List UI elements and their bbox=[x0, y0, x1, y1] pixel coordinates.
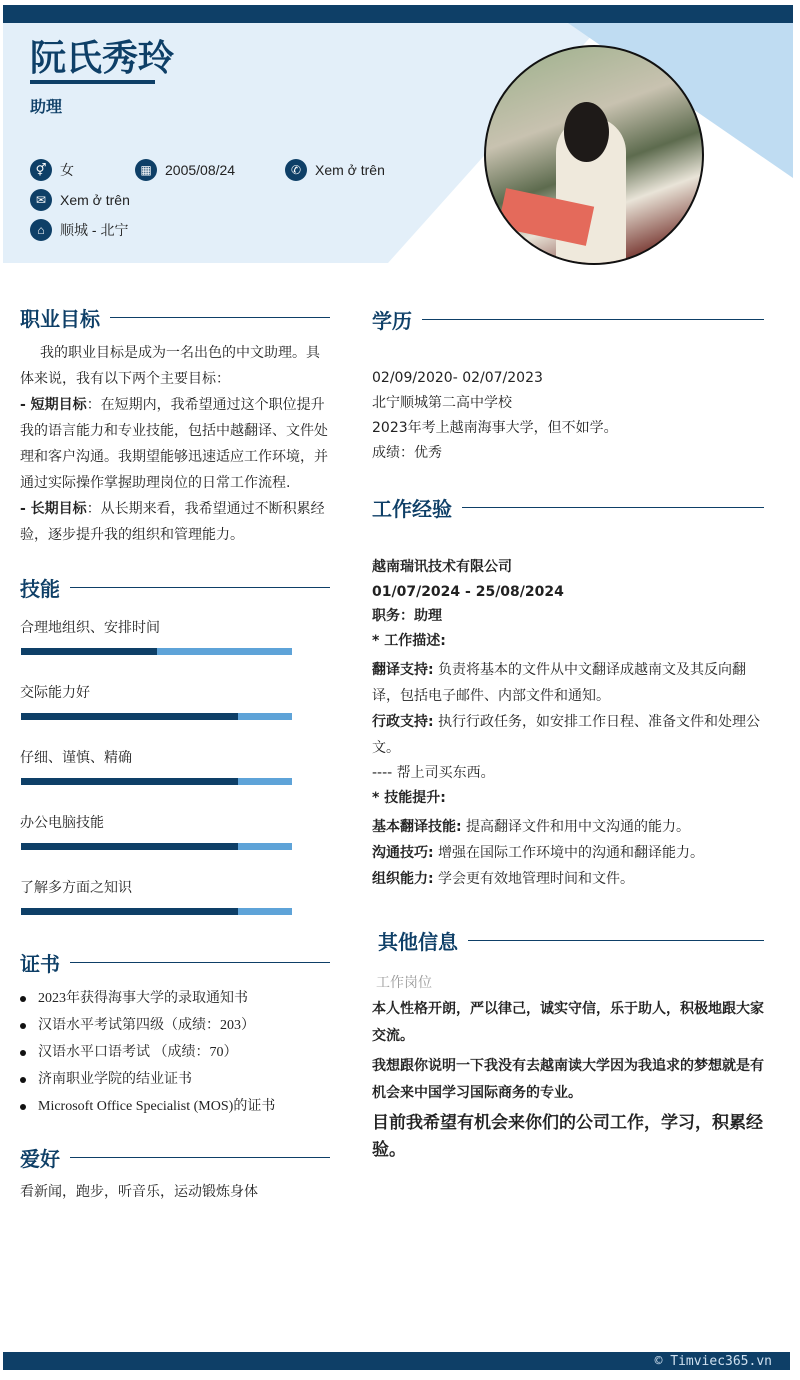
certs-heading: 证书 bbox=[20, 948, 330, 977]
skills-heading: 技能 bbox=[20, 573, 330, 602]
email-info bbox=[30, 189, 130, 211]
skill-level-fill bbox=[21, 843, 238, 850]
work-details bbox=[372, 555, 766, 892]
phone-info bbox=[285, 159, 385, 181]
footer-bar bbox=[3, 1352, 790, 1370]
cert-item: 汉语水平考试第四级（成绩：203） bbox=[20, 1012, 275, 1039]
home-icon: ⌂ bbox=[30, 219, 52, 241]
work-desc-item: 翻译支持: 负责将基本的文件从中文翻译成越南文及其反向翻译，包括电子邮件、内部文件和通知。 bbox=[372, 662, 747, 704]
other-details bbox=[372, 970, 766, 1164]
gender-info bbox=[30, 159, 74, 181]
education-period: 02/09/2020- 02/07/2023 bbox=[372, 370, 543, 386]
other-paragraph: 目前我希望有机会来你们的公司工作，学习，积累经验。 bbox=[372, 1113, 763, 1160]
footer-credit: © Timviec365.vn bbox=[654, 1354, 772, 1369]
work-skill-title: * 技能提升: bbox=[372, 789, 446, 806]
cert-item: 汉语水平口语考试 （成绩：70） bbox=[20, 1039, 275, 1066]
profile-photo bbox=[484, 45, 704, 265]
work-period: 01/07/2024 - 25/08/2024 bbox=[372, 583, 564, 600]
skill-level-fill bbox=[21, 908, 238, 915]
email-value: Xem ở trên bbox=[60, 192, 130, 208]
birthday-value: 2005/08/24 bbox=[165, 162, 236, 178]
objective-text bbox=[20, 340, 332, 548]
skill-level-fill bbox=[21, 778, 238, 785]
skill-level-fill bbox=[21, 648, 157, 655]
work-desc-item: ---- 帮上司买东西。 bbox=[372, 765, 495, 781]
birthday-info bbox=[135, 159, 235, 181]
education-details bbox=[372, 366, 618, 466]
work-skill-item: 组织能力: 学会更有效地管理时间和文件。 bbox=[372, 871, 635, 887]
other-subtitle: 工作岗位 bbox=[376, 975, 432, 991]
candidate-role: 助理 bbox=[30, 97, 63, 116]
work-desc-title: * 工作描述: bbox=[372, 632, 446, 649]
top-bar bbox=[3, 5, 793, 23]
cert-item: Microsoft Office Specialist (MOS)的证书 bbox=[20, 1093, 275, 1120]
education-note: 2023年考上越南海事大学，但不如学。 bbox=[372, 420, 618, 436]
work-desc-item: 行政支持: 执行行政任务，如安排工作日程、准备文件和处理公文。 bbox=[372, 714, 761, 756]
skill-label: 了解多方面之知识 bbox=[20, 880, 132, 896]
objective-heading: 职业目标 bbox=[20, 303, 330, 332]
other-heading: 其他信息 bbox=[378, 926, 764, 955]
cert-item: 济南职业学院的结业证书 bbox=[20, 1066, 275, 1093]
other-paragraph: 本人性格开朗，严以律己，诚实守信，乐于助人，积极地跟大家交流。 bbox=[372, 1001, 764, 1044]
hobbies-heading: 爱好 bbox=[20, 1143, 330, 1172]
skill-level-bar bbox=[21, 648, 292, 655]
hobbies-text: 看新闻，跑步，听音乐，运动锻炼身体 bbox=[20, 1184, 258, 1200]
skill-level-bar bbox=[21, 843, 292, 850]
other-paragraph: 我想跟你说明一下我没有去越南读大学因为我追求的梦想就是有机会来中国学习国际商务的专业。 bbox=[372, 1058, 764, 1101]
skill-label: 办公电脑技能 bbox=[20, 815, 104, 831]
email-icon: ✉ bbox=[30, 189, 52, 211]
certs-list bbox=[20, 985, 275, 1120]
skill-level-bar bbox=[21, 908, 292, 915]
work-skill-item: 沟通技巧: 增强在国际工作环境中的沟通和翻译能力。 bbox=[372, 845, 705, 861]
work-position: 职务：助理 bbox=[372, 608, 442, 624]
education-heading: 学历 bbox=[372, 305, 764, 334]
phone-icon: ✆ bbox=[285, 159, 307, 181]
long-term-goal: - 长期目标：从长期来看，我希望通过不断积累经验，逐步提升我的组织和管理能力。 bbox=[20, 501, 325, 543]
skill-label: 交际能力好 bbox=[20, 685, 90, 701]
address-info bbox=[30, 219, 128, 241]
work-skill-item: 基本翻译技能: 提高翻译文件和用中文沟通的能力。 bbox=[372, 819, 691, 835]
gender-value: 女 bbox=[60, 162, 74, 178]
objective-intro: 我的职业目标是成为一名出色的中文助理。具体来说，我有以下两个主要目标： bbox=[20, 345, 320, 387]
name-underline bbox=[30, 80, 155, 84]
skill-label: 仔细、谨慎、精确 bbox=[20, 750, 132, 766]
candidate-name: 阮氏秀玲 bbox=[30, 38, 175, 79]
address-value: 顺城 - 北宁 bbox=[60, 222, 129, 238]
skill-level-fill bbox=[21, 713, 238, 720]
calendar-icon: ▦ bbox=[135, 159, 157, 181]
gender-icon: ⚥ bbox=[30, 159, 52, 181]
work-heading: 工作经验 bbox=[372, 493, 764, 522]
skill-level-bar bbox=[21, 778, 292, 785]
phone-value: Xem ở trên bbox=[315, 162, 385, 178]
short-term-goal: - 短期目标：在短期内，我希望通过这个职位提升我的语言能力和专业技能，包括中越翻译、文件处理和客户沟通。我期望能够迅速适应工作环境，并通过实际操作掌握助理岗位的日常工作流程. bbox=[20, 397, 328, 491]
education-school: 北宁顺城第二高中学校 bbox=[372, 395, 512, 411]
education-grade: 成绩：优秀 bbox=[372, 445, 442, 461]
work-company: 越南瑞讯技术有限公司 bbox=[372, 559, 512, 575]
skill-level-bar bbox=[21, 713, 292, 720]
cert-item: 2023年获得海事大学的录取通知书 bbox=[20, 985, 275, 1012]
skill-label: 合理地组织、安排时间 bbox=[20, 620, 160, 636]
